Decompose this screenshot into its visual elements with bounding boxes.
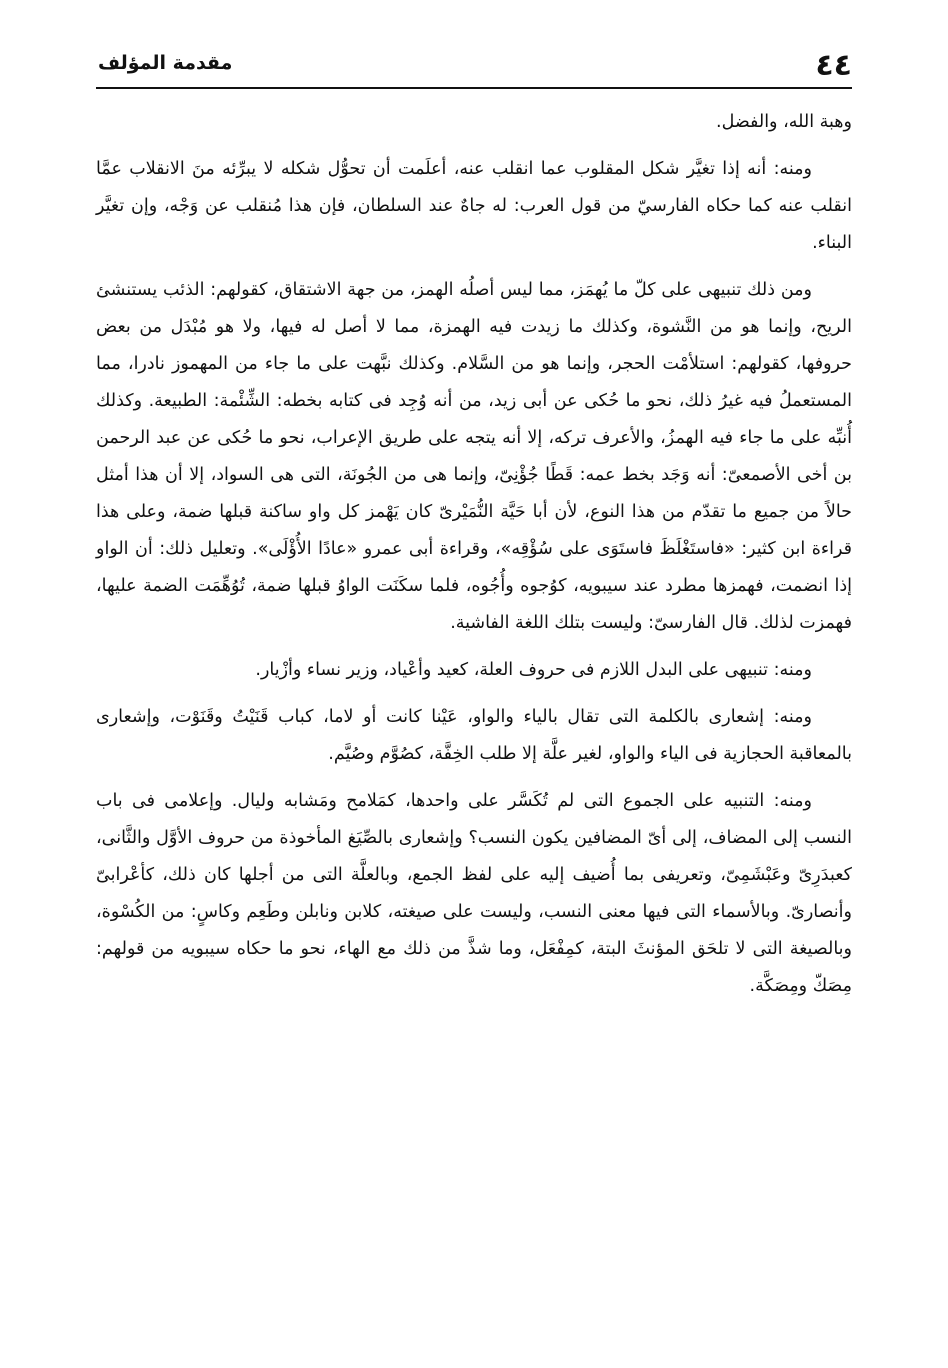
running-head [96,44,852,84]
header-rule [96,87,852,89]
paragraph-3: ومن ذلك تنبيهى على كلّ ما يُهمَز، مما ليس أصلُه الهمز، من جهة الاشتقاق، كقولهم: الذئب يستنشئ الريح، وإنما هو من النَّشوة، وكذلك ما زيدت فيه الهمزة، مما لا أصل له فيها، ولا هو مُبْدَل من بعض حروفها، كقولهم: استلأمْت الحجر، وإنما هو من السَّلام. وكذلك نبَّهت على ما جاء من المهموز نادرا، مما المستعملُ فيه غيرُ ذلك، نحو ما حُكى عن أبى زيد، من أنه وُجِد فى كتابه بخطه: الشِّئْمة: الطبيعة. وكذلك أُنبِّه على ما جاء فيه الهمزُ، والأعرف تركه، إلا أنه يتجه على طريق الإعراب، نحو ما حُكى عن عبد الرحمن بن أخى الأصمعىّ: أنه وَجَد بخط عمه: قَطًا جُؤْنِىّ، وإنما هى من الجُونَة، التى هى السواد، إلا أن هذا أمثل حالاً من جميع ما تقدّم من هذا النوع، لأن أبا حَيَّة النُّمَيْرىّ كان يَهْمز كل واو ساكنة قبلها ضمة، وعلى هذا قراءة ابن كثير: «فاستَغْلَظَ فاستَوَى على سُؤْقِه»، وقراءة أبى عمرو «عادًا الأُؤْلَى». وتعليل ذلك: أن الواو إذا انضمت، فهمزها مطرد عند سيبويه، كوُجوه وأُجُوه، فلما سكَنَت الواوُ قبلها ضمة، تُوُهِّمَت الضمة عليها، فهمزت لذلك. قال الفارسىّ: وليست بتلك اللغة الفاشية. [96,280,852,633]
paragraph-6: ومنه: التنبيه على الجموع التى لم تُكَسَّر على واحدها، كمَلامح ومَشابه وليال. وإعلامى فى باب النسب إلى المضاف، إلى أىّ المضافين يكون النسب؟ وإشعارى بالصِّيَغ المأخوذة من حروف الأوَّل والثَّانى، كعبدَرِىّ وعَبْشَمِىّ، وتعريفى بما أُضيف إليه على لفظ الجمع، وبالعلَّة التى من أجلها كان ذلك، كأعْرابىّ وأنصارىّ. وبالأسماء التى فيها معنى النسب، وليست على صيغته، كلابن ونابلن وطَعِم وكاسٍ: من الكُسْوة، وبالصيغة التى لا تلحَق المؤنثَ البتة، كمِفْعَل، وما شذَّ من ذلك مع الهاء، نحو ما حكاه سيبويه من قولهم: مِصَكّ ومِصَكَّة. [96,791,852,996]
paragraph-1: وهبة الله، والفضل. [716,112,852,132]
paragraph-4: ومنه: تنبيهى على البدل اللازم فى حروف العلة، كعيد وأعْياد، وزير نساء وأزْيار. [255,660,812,680]
page-number: ٤٤ [815,48,852,83]
paragraph-5: ومنه: إشعارى بالكلمة التى تقال بالياء والواو، عَيْنا كانت أو لاما، كباب قَنَيْتُ وقَنَوْت، وإشعارى بالمعاقبة الحجازية فى الياء والواو، لغير علَّة إلا طلب الخِفَّة، كصُوَّم وصُيَّم. [96,707,852,764]
body-text [96,104,852,1015]
section-title: مقدمة المؤلف [98,52,233,74]
paragraph-2: ومنه: أنه إذا تغيَّر شكل المقلوب عما انقلب عنه، أعلَمت أن تحوُّل شكله لا يبرِّئه منَ الانقلاب عمَّا انقلب عنه كما حكاه الفارسيّ من قول العرب: له جاهٌ عند السلطان، فإن هذا مُنقلب عن وَجْه، وإن تغيَّر البناء. [96,159,852,253]
